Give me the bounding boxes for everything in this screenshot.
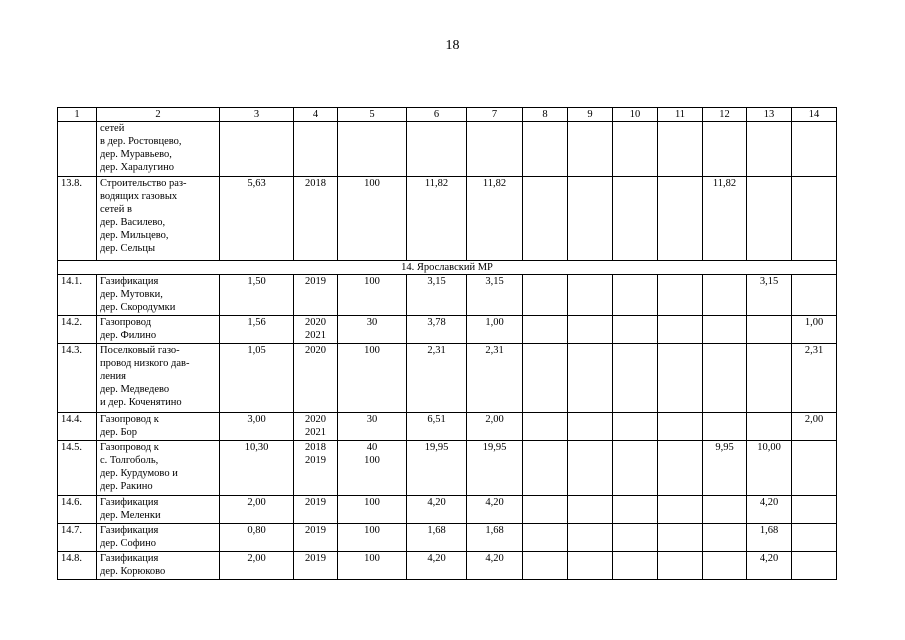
table-cell: 1,00: [467, 316, 523, 344]
table-cell: [792, 275, 837, 316]
item-number: 14.6.: [58, 496, 97, 524]
table-cell: 100: [338, 552, 407, 580]
table-cell: [703, 275, 747, 316]
table-cell: [658, 177, 703, 261]
table-cell: 2018: [294, 177, 338, 261]
table-cell: 3,15: [747, 275, 792, 316]
table-cell: 10,30: [220, 441, 294, 496]
item-name: Поселковый газо- провод низкого дав- ления дер. Медведево и дер. Коченятино: [97, 344, 220, 413]
table-cell: 1,68: [407, 524, 467, 552]
table-cell: [792, 441, 837, 496]
table-cell: [747, 344, 792, 413]
item-name: Газификация дер. Корюково: [97, 552, 220, 580]
table-cell: 4,20: [407, 496, 467, 524]
table-cell: [658, 316, 703, 344]
table-cell: [568, 122, 613, 177]
item-number: [58, 122, 97, 177]
table-cell: [792, 524, 837, 552]
table-cell: 0,80: [220, 524, 294, 552]
item-number: 14.1.: [58, 275, 97, 316]
table-cell: [703, 552, 747, 580]
table-cell: [792, 122, 837, 177]
table-cell: [523, 552, 568, 580]
table-cell: 1,00: [792, 316, 837, 344]
table-cell: [407, 122, 467, 177]
table-cell: 2019: [294, 524, 338, 552]
section-title: 14. Ярославский МР: [58, 261, 837, 275]
table-cell: [703, 524, 747, 552]
table-cell: [792, 552, 837, 580]
item-name: Строительство раз- водящих газовых сетей в дер. Василево, дер. Мильцево, дер. Сельцы: [97, 177, 220, 261]
table-cell: 10,00: [747, 441, 792, 496]
table-row: [58, 177, 837, 261]
table-cell: 5,63: [220, 177, 294, 261]
table-cell: [220, 122, 294, 177]
column-number: 3: [220, 108, 294, 122]
table-cell: 1,56: [220, 316, 294, 344]
table-cell: [568, 441, 613, 496]
table-cell: 100: [338, 524, 407, 552]
table-cell: 11,82: [703, 177, 747, 261]
table-cell: [703, 344, 747, 413]
table-cell: 100: [338, 496, 407, 524]
table-cell: [613, 552, 658, 580]
table-cell: 4,20: [467, 552, 523, 580]
table-cell: [658, 122, 703, 177]
item-name: Газификация дер. Меленки: [97, 496, 220, 524]
table-cell: [568, 496, 613, 524]
table-row: [58, 524, 837, 552]
table-row: [58, 344, 837, 413]
table-cell: 2,31: [467, 344, 523, 413]
column-number: 5: [338, 108, 407, 122]
table-cell: 4,20: [747, 552, 792, 580]
table-cell: 11,82: [407, 177, 467, 261]
item-name: Газопровод к дер. Бор: [97, 413, 220, 441]
table-cell: [568, 413, 613, 441]
item-number: 14.4.: [58, 413, 97, 441]
column-number: 7: [467, 108, 523, 122]
table-cell: 1,68: [747, 524, 792, 552]
table-cell: [568, 552, 613, 580]
table-cell: [338, 122, 407, 177]
table-cell: 4,20: [747, 496, 792, 524]
table-cell: [613, 275, 658, 316]
column-number: 6: [407, 108, 467, 122]
table-cell: [613, 413, 658, 441]
table-cell: [658, 441, 703, 496]
table-cell: [523, 316, 568, 344]
table-cell: 2019: [294, 275, 338, 316]
item-number: 14.7.: [58, 524, 97, 552]
table-cell: 100: [338, 344, 407, 413]
table-cell: [658, 275, 703, 316]
table-cell: 2,31: [407, 344, 467, 413]
item-number: 14.8.: [58, 552, 97, 580]
table-cell: [703, 316, 747, 344]
column-number: 14: [792, 108, 837, 122]
page-number: 18: [445, 38, 460, 53]
table-row: [58, 552, 837, 580]
table-cell: [523, 177, 568, 261]
table-row: [58, 275, 837, 316]
table-cell: 11,82: [467, 177, 523, 261]
item-name: Газопровод к с. Толгоболь, дер. Курдумово и дер. Ракино: [97, 441, 220, 496]
table-cell: 3,15: [407, 275, 467, 316]
table-cell: [568, 316, 613, 344]
table-cell: [658, 496, 703, 524]
table-cell: [703, 413, 747, 441]
table-cell: 9,95: [703, 441, 747, 496]
table-cell: [613, 316, 658, 344]
table-cell: [523, 524, 568, 552]
item-name: Газификация дер. Мутовки, дер. Скородумки: [97, 275, 220, 316]
table-cell: [568, 177, 613, 261]
table-cell: [523, 122, 568, 177]
table-cell: 1,05: [220, 344, 294, 413]
table-cell: [792, 177, 837, 261]
table-cell: 3,15: [467, 275, 523, 316]
table-cell: [703, 122, 747, 177]
item-name: Газопровод дер. Филино: [97, 316, 220, 344]
item-number: 14.5.: [58, 441, 97, 496]
table-cell: 3,78: [407, 316, 467, 344]
table-row: [58, 413, 837, 441]
table-cell: [568, 275, 613, 316]
table-cell: [467, 122, 523, 177]
table-cell: [613, 441, 658, 496]
table-cell: [523, 441, 568, 496]
table-cell: [523, 344, 568, 413]
column-number-row: [58, 108, 837, 122]
table-cell: 2020 2021: [294, 316, 338, 344]
item-number: 13.8.: [58, 177, 97, 261]
table-cell: [568, 524, 613, 552]
table-cell: 2019: [294, 496, 338, 524]
table-cell: [747, 413, 792, 441]
table-cell: 2020: [294, 344, 338, 413]
column-number: 2: [97, 108, 220, 122]
table-cell: 4,20: [407, 552, 467, 580]
table-cell: 2,00: [792, 413, 837, 441]
table-cell: [568, 344, 613, 413]
table-cell: 100: [338, 177, 407, 261]
table-cell: 40 100: [338, 441, 407, 496]
table-cell: 1,68: [467, 524, 523, 552]
table-cell: [658, 524, 703, 552]
table-cell: [613, 122, 658, 177]
table-cell: 30: [338, 413, 407, 441]
table-cell: [523, 496, 568, 524]
column-number: 11: [658, 108, 703, 122]
table-cell: [523, 413, 568, 441]
item-name: сетей в дер. Ростовцево, дер. Муравьево, дер. Харалугино: [97, 122, 220, 177]
table-cell: 2,00: [220, 552, 294, 580]
table-cell: 4,20: [467, 496, 523, 524]
column-number: 8: [523, 108, 568, 122]
table-row: [58, 496, 837, 524]
item-number: 14.2.: [58, 316, 97, 344]
program-table: [57, 107, 837, 580]
table-cell: [613, 496, 658, 524]
table-cell: [703, 496, 747, 524]
table-row: [58, 316, 837, 344]
table-cell: 2018 2019: [294, 441, 338, 496]
table-cell: 2020 2021: [294, 413, 338, 441]
table-cell: 19,95: [407, 441, 467, 496]
table-cell: [658, 552, 703, 580]
table-cell: [747, 316, 792, 344]
column-number: 1: [58, 108, 97, 122]
column-number: 13: [747, 108, 792, 122]
table-row: [58, 122, 837, 177]
section-row: [58, 261, 837, 275]
table-cell: [294, 122, 338, 177]
item-number: 14.3.: [58, 344, 97, 413]
table-cell: [523, 275, 568, 316]
table-cell: [613, 344, 658, 413]
item-name: Газификация дер. Софино: [97, 524, 220, 552]
table-cell: [658, 413, 703, 441]
table-cell: 2019: [294, 552, 338, 580]
column-number: 10: [613, 108, 658, 122]
table-cell: 30: [338, 316, 407, 344]
table-cell: 6,51: [407, 413, 467, 441]
table-cell: [747, 122, 792, 177]
table-cell: [792, 496, 837, 524]
table-cell: [613, 177, 658, 261]
table-cell: [747, 177, 792, 261]
table-cell: [613, 524, 658, 552]
column-number: 4: [294, 108, 338, 122]
table-cell: 1,50: [220, 275, 294, 316]
column-number: 12: [703, 108, 747, 122]
table-cell: 3,00: [220, 413, 294, 441]
table-cell: [658, 344, 703, 413]
table-cell: 2,00: [220, 496, 294, 524]
table-cell: 2,31: [792, 344, 837, 413]
table-cell: 2,00: [467, 413, 523, 441]
table-cell: 100: [338, 275, 407, 316]
column-number: 9: [568, 108, 613, 122]
table-row: [58, 441, 837, 496]
table-cell: 19,95: [467, 441, 523, 496]
